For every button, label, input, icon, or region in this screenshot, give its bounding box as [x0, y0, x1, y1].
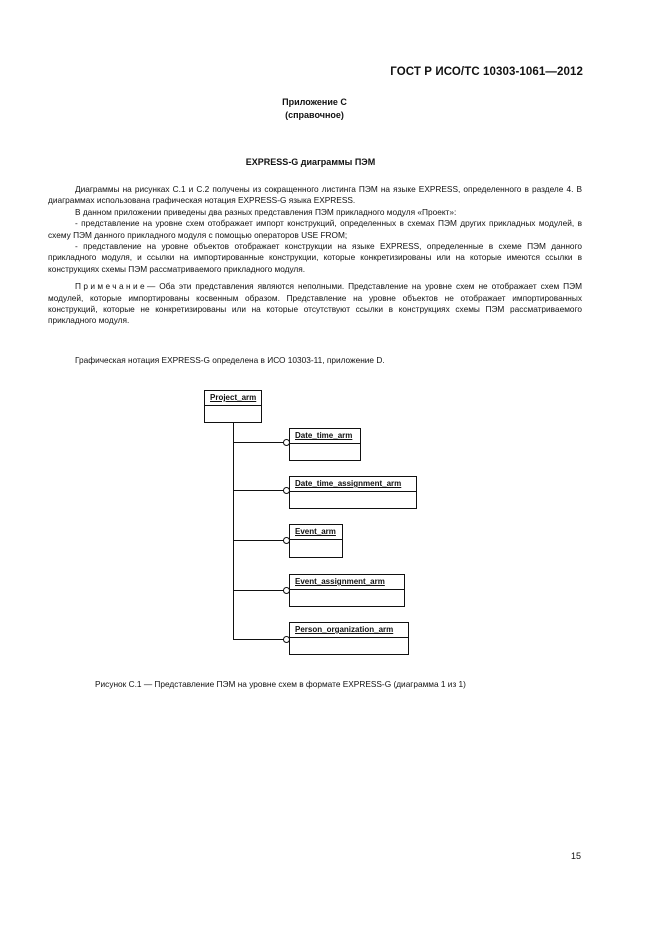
entity-event-assignment-arm-label: Event_assignment_arm [290, 575, 404, 590]
appendix-heading [0, 96, 661, 122]
trunk-line [233, 423, 234, 640]
entity-date-time-arm-label: Date_time_arm [290, 429, 360, 444]
paragraph-3: - представление на уровне схем отображает импорт конструкций, определенных в схемах ПЭМ других прикладных модулей, в схему ПЭМ данного прикладного модуля с помощью операторов USE FROM; [48, 218, 582, 240]
paragraph-2: В данном приложении приведены два разных представления ПЭМ прикладного модуля «Проект»: [75, 206, 457, 217]
appendix-subtitle: (справочное) [285, 110, 344, 120]
note-paragraph [48, 281, 582, 327]
entity-person-organization-arm [289, 622, 409, 655]
entity-project-arm [204, 390, 262, 423]
entity-event-arm-label: Event_arm [290, 525, 342, 540]
standard-code: ГОСТ Р ИСО/ТС 10303-1061—2012 [390, 66, 583, 78]
connector-5 [233, 639, 286, 640]
entity-event-assignment-arm [289, 574, 405, 607]
page-number: 15 [570, 851, 581, 861]
section-title-text: EXPRESS-G диаграммы ПЭМ [245, 157, 376, 167]
entity-event-arm [289, 524, 343, 558]
paragraph-4: - представление на уровне объектов отображает конструкции на языке EXPRESS, определенные в схеме ПЭМ данного прикладного модуля, и ссылки на импортированные конструкции, которые конкретизированы или на которые имеются ссылки в конструкциях схемы ПЭМ рассматриваемого прикладного модуля. [48, 241, 582, 274]
paragraph-1: Диаграммы на рисунках C.1 и C.2 получены из сокращенного листинга ПЭМ на языке EXPRESS, определенного в разделе 4. В диаграммах использована графическая нотация EXPRESS-G языка EXPRESS. [48, 184, 582, 206]
note-label: Примечание [75, 281, 148, 292]
express-g-diagram [170, 385, 430, 660]
figure-caption: Рисунок C.1 — Представление ПЭМ на уровне схем в формате EXPRESS-G (диаграмма 1 из 1) [95, 679, 466, 689]
note-text: — Оба эти представления являются неполными. Представление на уровне схем не отображает схем ПЭМ модулей, которые импортированы косвенным образом. Представление на уровне объектов не отображает импортированных конструкций, которые не конкретизированы или на которые отсутствуют ссылки в конструкциях схемы ПЭМ рассматриваемого прикладного модуля. [48, 281, 582, 326]
entity-date-time-assignment-arm [289, 476, 417, 509]
entity-date-time-assignment-arm-label: Date_time_assignment_arm [290, 477, 416, 492]
connector-4 [233, 590, 286, 591]
notation-reference: Графическая нотация EXPRESS-G определена в ИСО 10303-11, приложение D. [75, 355, 385, 365]
connector-3 [233, 540, 286, 541]
entity-date-time-arm [289, 428, 361, 461]
connector-1 [233, 442, 286, 443]
appendix-title: Приложение C [282, 97, 347, 107]
entity-project-arm-label: Project_arm [205, 391, 261, 406]
section-title [0, 157, 661, 167]
body-text [48, 184, 582, 327]
connector-2 [233, 490, 286, 491]
entity-person-organization-arm-label: Person_organization_arm [290, 623, 408, 638]
